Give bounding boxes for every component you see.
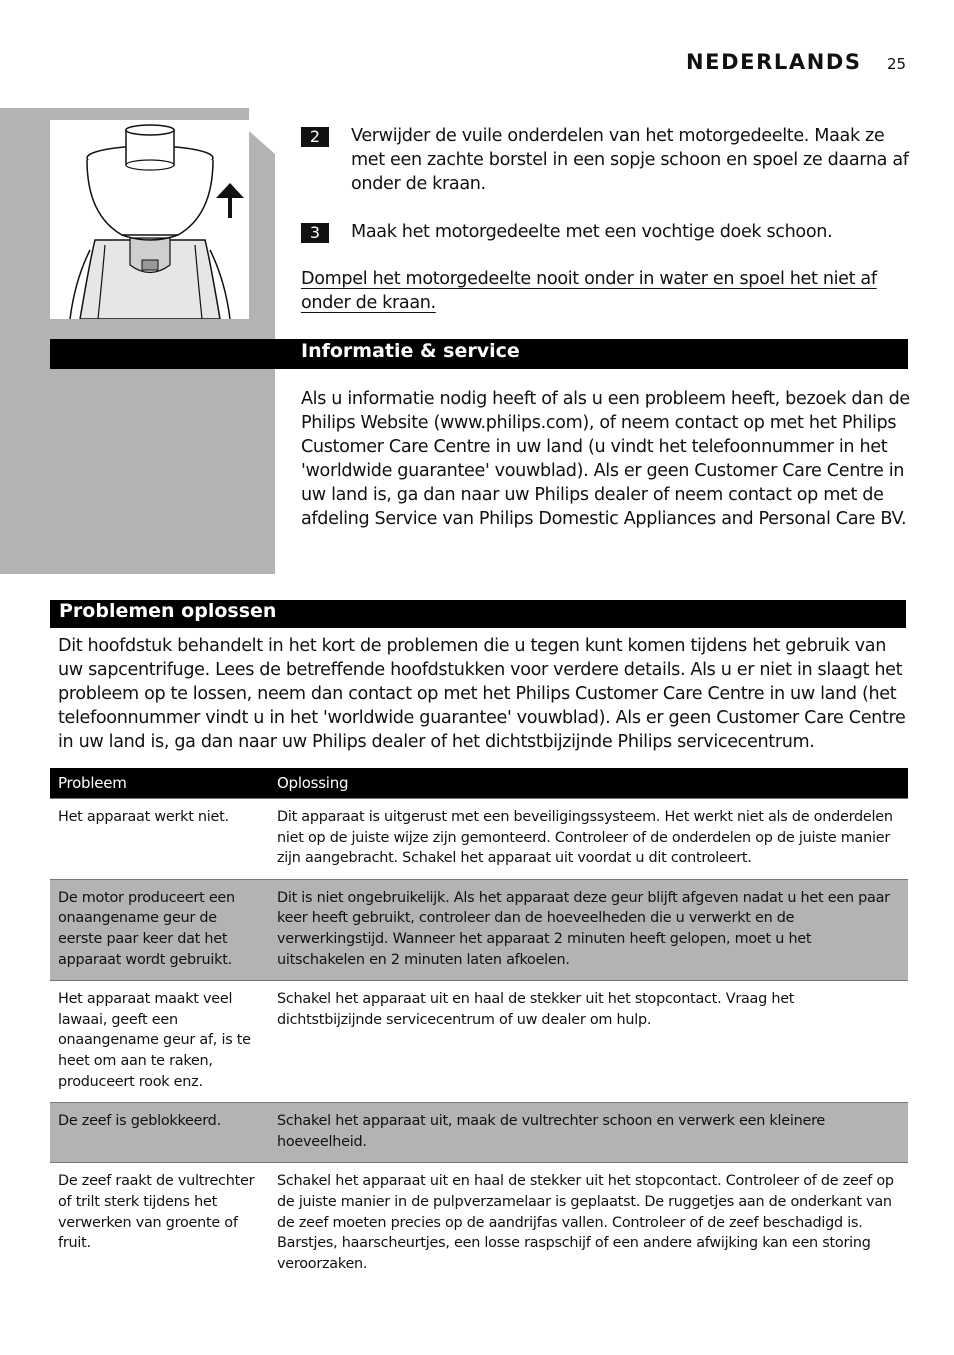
problem-cell: Het apparaat werkt niet. <box>50 799 269 880</box>
table-row <box>50 981 908 1103</box>
step-text: Verwijder de vuile onderdelen van het motorgedeelte. Maak ze met een zachte borstel in een sopje schoon en spoel ze daarna af onder de kraan. <box>351 126 909 194</box>
language-heading: NEDERLANDS <box>686 50 862 74</box>
section-title: Problemen oplossen <box>59 600 277 622</box>
table-row <box>50 1103 908 1163</box>
problem-cell: De zeef raakt de vultrechter of trilt sterk tijdens het verwerken van groente of fruit. <box>50 1163 269 1284</box>
problem-cell: Het apparaat maakt veel lawaai, geeft een onaangename geur af, is te heet om aan te raken, produceert rook enz. <box>50 981 269 1103</box>
troubleshooting-intro: Dit hoofdstuk behandelt in het kort de problemen die u tegen kunt komen tijdens het gebruik van uw sapcentrifuge. Lees de betreffende hoofdstukken voor verdere details. Als u er niet in slaagt het probleem op te lossen, neem dan contact op met het Philips Customer Care Centre in uw land (het telefoonnummer vindt u in het 'worldwide guarantee' vouwblad). Als er geen Customer Care Centre in uw land is, ga dan naar uw Philips dealer of het dichtstbijzijnde Philips servicecentrum. <box>58 636 906 752</box>
step-number-badge: 3 <box>301 223 329 243</box>
step-text: Maak het motorgedeelte met een vochtige doek schoon. <box>351 222 833 242</box>
problem-cell: De motor produceert een onaangename geur de eerste paar keer dat het apparaat wordt gebruikt. <box>50 879 269 980</box>
column-header-solution: Oplossing <box>269 768 908 799</box>
table-row <box>50 799 908 880</box>
section-bar-troubleshooting <box>50 600 906 628</box>
table-row <box>50 879 908 980</box>
table-header-row <box>50 768 908 799</box>
section-bar-info <box>50 339 908 369</box>
illustration-drawing <box>50 120 249 319</box>
solution-cell: Schakel het apparaat uit en haal de stekker uit het stopcontact. Vraag het dichtstbijzijnde servicecentrum of uw dealer om hulp. <box>269 981 908 1103</box>
section-title: Informatie & service <box>301 340 520 362</box>
juicer-motor-unit-lift-icon <box>50 120 249 319</box>
info-body-text: Als u informatie nodig heeft of als u een probleem heeft, bezoek dan de Philips Website (www.philips.com), of neem contact op met het Philips Customer Care Centre in uw land (u vindt het telefoonnummer in het 'worldwide guarantee' vouwblad). Als er geen Customer Care Centre in uw land is, ga dan naar uw Philips dealer of neem contact op met de afdeling Service van Philips Domestic Appliances and Personal Care BV. <box>301 389 910 529</box>
step-number-badge: 2 <box>301 127 329 147</box>
troubleshooting-table <box>50 768 908 1284</box>
problem-cell: De zeef is geblokkeerd. <box>50 1103 269 1163</box>
solution-cell: Dit apparaat is uitgerust met een beveiligingssysteem. Het werkt niet als de onderdelen niet op de juiste wijze zijn gemonteerd. Controleer of de onderdelen op de juiste manier zijn aangebracht. Schakel het apparaat uit voordat u dit controleert. <box>269 799 908 880</box>
warning-text <box>301 267 901 315</box>
solution-cell: Schakel het apparaat uit en haal de stekker uit het stopcontact. Controleer of de zeef op de juiste manier in de pulpverzamelaar is geplaatst. De ruggetjes aan de onderkant van de zeef moeten precies op de aandrijfas vallen. Controleer of de zeef beschadigd is. Barstjes, haarscheurtjes, een losse raspschijf of een andere afwijking kan een storing veroorzaken. <box>269 1163 908 1284</box>
solution-cell: Dit is niet ongebruikelijk. Als het apparaat deze geur blijft afgeven nadat u het een paar keer heeft gebruikt, controleer dan de hoeveelheden die u verwerkt en de verwerkingstijd. Wanneer het apparaat 2 minuten heeft gelopen, moet u het uitschakelen en 2 minuten laten afkoelen. <box>269 879 908 980</box>
solution-cell: Schakel het apparaat uit, maak de vultrechter schoon en verwerk een kleinere hoeveelheid. <box>269 1103 908 1163</box>
table-row <box>50 1163 908 1284</box>
page-number: 25 <box>887 55 907 73</box>
column-header-problem: Probleem <box>50 768 269 799</box>
warning-text-content: Dompel het motorgedeelte nooit onder in water en spoel het niet af onder de kraan. <box>301 269 877 313</box>
